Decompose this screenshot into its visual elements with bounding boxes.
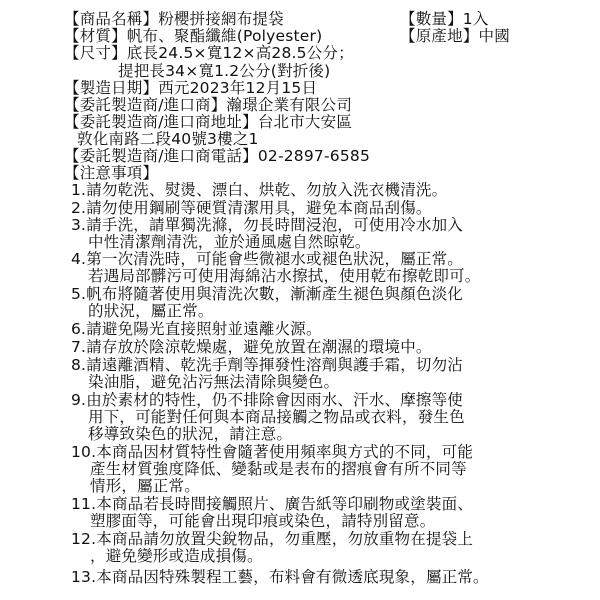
note-line: 13.本商品因特殊製程工藝，布料會有微透底現象，屬正常。 — [71, 568, 489, 586]
size-line-2: 提把長34×寬1.2公分(對折後) — [118, 62, 331, 80]
note-line: 3.請手洗，請單獨洗滌，勿長時間浸泡，可使用冷水加入 — [71, 216, 463, 234]
note-line: 用下，可能對任何與本商品接觸之物品或衣料，發生色 — [88, 408, 465, 426]
address-line-2: 敦化南路二段40號3樓之1 — [77, 130, 259, 148]
note-line: 染油脂，避免沾污無法清除與變色。 — [88, 373, 340, 391]
note-line: 4.第一次清洗時，可能會些微褪水或褪色狀況，屬正常。 — [71, 250, 463, 268]
note-line: 6.請避免陽光直接照射並遠離火源。 — [71, 320, 322, 338]
note-line: 12.本商品請勿放置尖銳物品，勿重壓，勿放重物在提袋上 — [71, 530, 474, 548]
note-line: 5.帆布將隨著使用與清洗次數，漸漸產生褪色與顏色淡化 — [71, 285, 463, 303]
origin-line: 【原產地】中國 — [400, 27, 510, 45]
material-line: 【材質】帆布、聚酯纖維(Polyester) — [64, 27, 323, 45]
notes-heading: 【注意事項】 — [64, 164, 159, 182]
note-line: 產生材質強度降低、變黏或是表布的摺痕會有所不同等 — [90, 460, 467, 478]
note-line: 若遇局部髒污可使用海綿沾水擦拭，使用乾布擦乾即可。 — [88, 267, 481, 285]
note-line: 1.請勿乾洗、熨燙、漂白、烘乾、勿放入洗衣機清洗。 — [71, 181, 448, 199]
note-line: ，避免變形或造成損傷。 — [90, 547, 263, 565]
product-name-line: 【商品名稱】粉櫻拼接網布提袋 — [64, 10, 284, 28]
note-line: 移導致染色的狀況，請注意。 — [88, 425, 293, 443]
manufacture-date-line: 【製造日期】西元2023年12月15日 — [64, 79, 318, 97]
quantity-line: 【數量】1入 — [400, 10, 489, 28]
note-line: 的狀況，屬正常。 — [88, 302, 214, 320]
note-line: 塑膠面等，可能會出現印痕或染色，請特別留意。 — [90, 512, 436, 530]
address-line-1: 【委託製造商/進口商地址】台北市大安區 — [64, 113, 353, 131]
note-line: 中性清潔劑清洗，並於通風處自然晾乾。 — [88, 233, 371, 251]
note-line: 9.由於素材的特性，仍不排除會因雨水、汗水、摩擦等使 — [71, 391, 463, 409]
note-line: 2.請勿使用鋼刷等硬質清潔用具，避免本商品刮傷。 — [71, 199, 432, 217]
note-line: 10.本商品因材質特性會隨著使用頻率與方式的不同，可能 — [71, 443, 474, 461]
size-line-1: 【尺寸】底長24.5×寬12×高28.5公分； — [64, 44, 354, 62]
note-line: 情形，屬正常。 — [90, 477, 200, 495]
note-line: 11.本商品若長時間接觸照片、廣告紙等印刷物或塗裝面、 — [71, 495, 474, 513]
note-line: 8.請遠離酒精、乾洗手劑等揮發性溶劑與護手霜，切勿沾 — [71, 356, 463, 374]
importer-line: 【委託製造商/進口商】瀚璟企業有限公司 — [64, 96, 353, 114]
phone-line: 【委託製造商/進口商電話】02-2897-6585 — [64, 147, 371, 165]
note-line: 7.請存放於陰涼乾燥處，避免放置在潮濕的環境中。 — [71, 338, 432, 356]
